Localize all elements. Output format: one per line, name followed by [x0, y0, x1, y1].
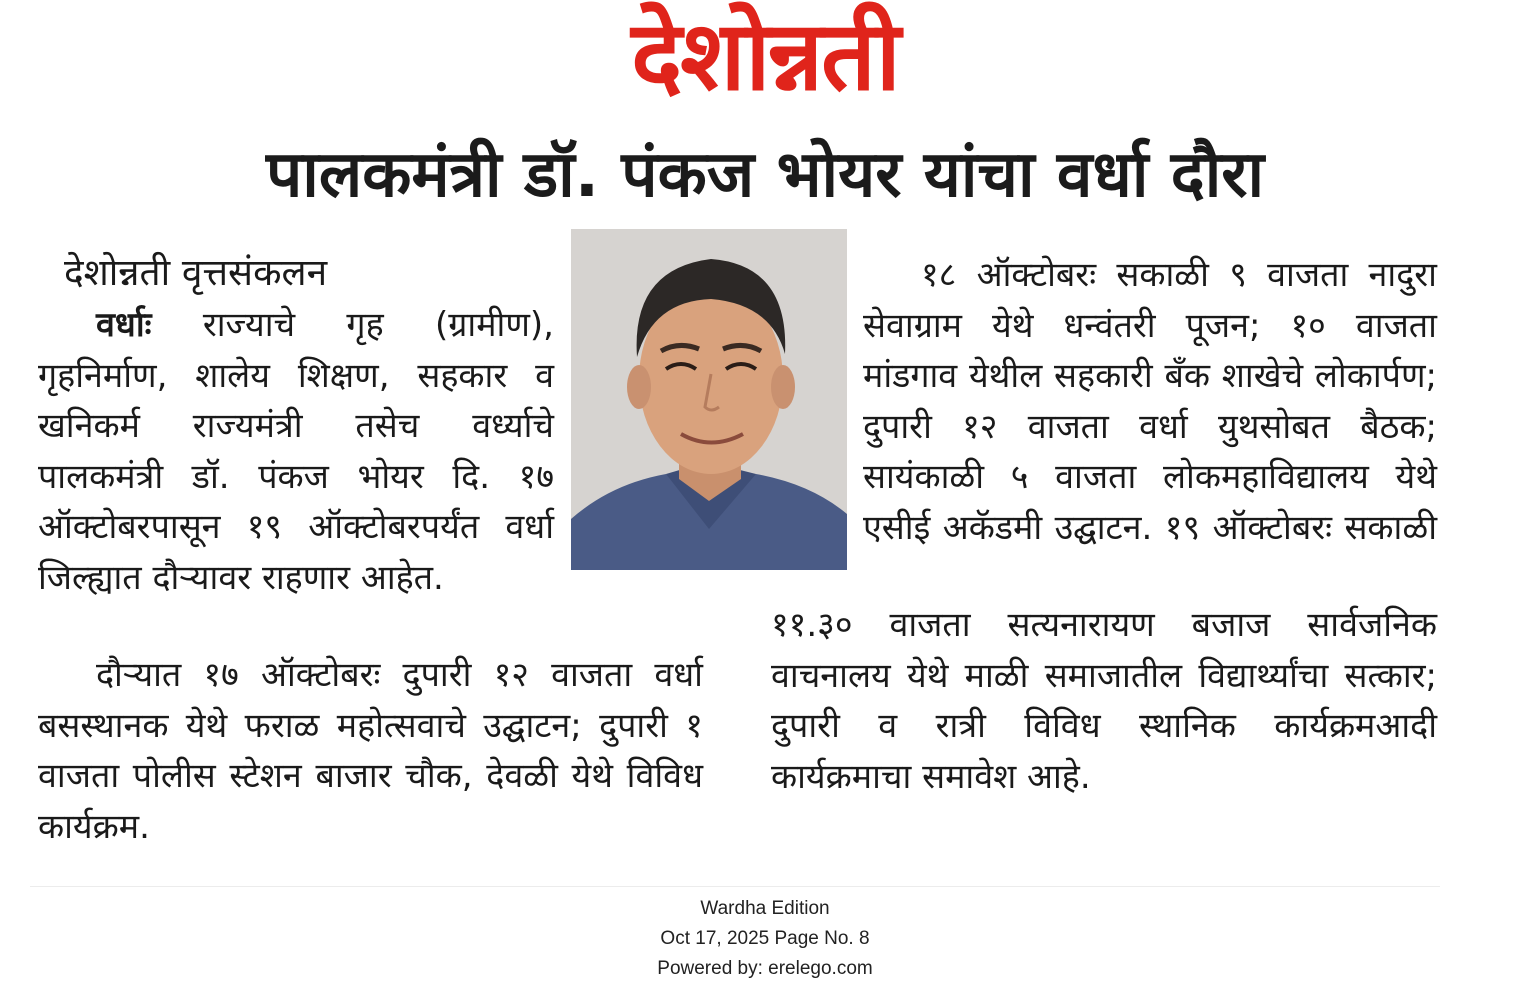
footer-powered-by: Powered by: erelego.com	[657, 958, 873, 979]
headline: पालकमंत्री डॉ. पंकज भोयर यांचा वर्धा दौरा	[265, 138, 1265, 212]
article-col-left-bottom	[38, 650, 703, 852]
byline: देशोन्नती वृत्तसंकलन	[64, 251, 328, 294]
portrait-illustration	[571, 229, 847, 570]
article-col-right-bottom	[771, 600, 1437, 802]
portrait-photo	[571, 229, 847, 570]
article-paragraph-3: १८ ऑक्टोबरः सकाळी ९ वाजता नादुरा सेवाग्राम येथे धन्वंतरी पूजन; १० वाजता मांडगाव येथील सहकारी बँक शाखेचे लोकार्पण; दुपारी १२ वाजता वर्धा युथसोबत बैठक; सायंकाळी ५ वाजता लोकमहाविद्यालय येथे एसीई अकॅडमी उद्घाटन. १९ ऑक्टोबरः सकाळी	[863, 255, 1437, 548]
article-paragraph-3-continued: ११.३० वाजता सत्यनारायण बजाज सार्वजनिक वाचनालय येथे माळी समाजातील विद्यार्थ्यांचा सत्कार; दुपारी व रात्री विविध स्थानिक कार्यक्रमआदी कार्यक्रमाचा समावेश आहे.	[771, 605, 1437, 797]
footer-divider	[30, 886, 1440, 887]
masthead-title: देशोन्नती	[631, 0, 899, 112]
footer-edition: Wardha Edition	[700, 898, 830, 919]
article-paragraph-2: दौऱ्यात १७ ऑक्टोबरः दुपारी १२ वाजता वर्धा बसस्थानक येथे फराळ महोत्सवाचे उद्घाटन; दुपारी १ वाजता पोलीस स्टेशन बाजार चौक, देवळी येथे विविध कार्यक्रम.	[38, 655, 703, 847]
article-col-right-top	[863, 250, 1437, 553]
footer-date-page: Oct 17, 2025 Page No. 8	[660, 928, 870, 949]
article-paragraph-1: वर्धाः राज्याचे गृह (ग्रामीण), गृहनिर्माण, शालेय शिक्षण, सहकार व खनिकर्म राज्यमंत्री तसेच वर्ध्याचे पालकमंत्री डॉ. पंकज भोयर दि. १७ ऑक्टोबरपासून १९ ऑक्टोबरपर्यंत वर्धा जिल्ह्यात दौऱ्यावर राहणार आहेत.	[38, 305, 554, 598]
article-col-left-top	[38, 300, 554, 603]
dateline: वर्धाः	[96, 305, 152, 345]
masthead-logo	[560, 2, 970, 110]
